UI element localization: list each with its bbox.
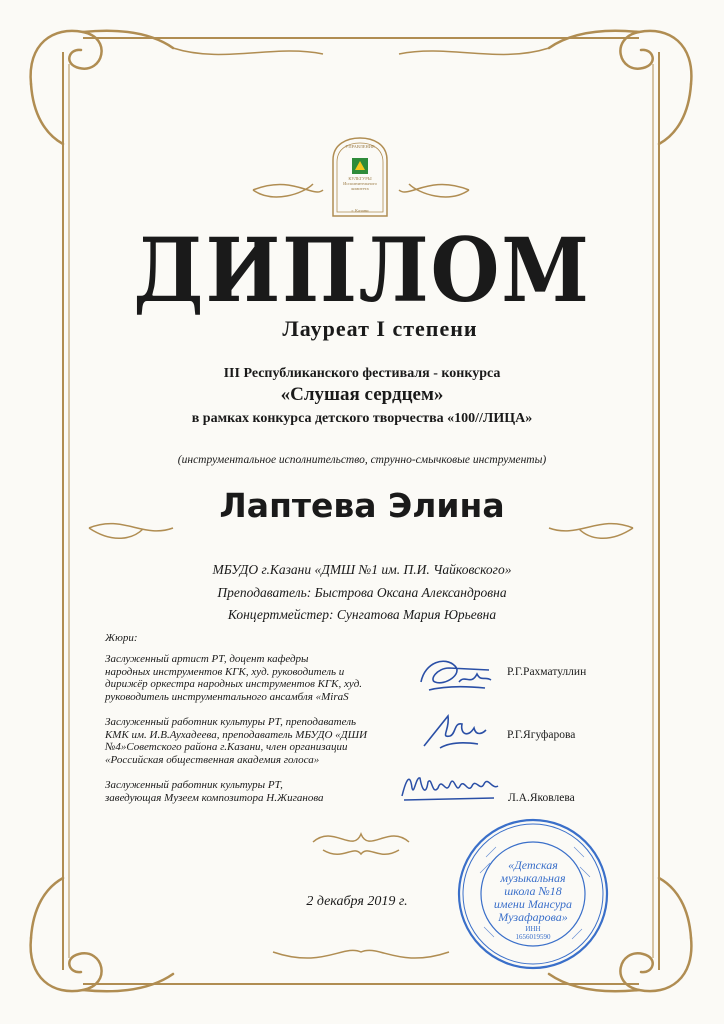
diploma-title: ДИПЛОМ xyxy=(133,218,591,322)
jury-desc-line: народных инструментов КГК, худ. руководитель и xyxy=(105,665,345,678)
jury-desc-line: дирижёр оркестра народных инструментов КГК, худ. xyxy=(105,678,363,690)
stamp-line-4: имени Мансура xyxy=(493,897,573,911)
jury-member-1-desc xyxy=(105,653,425,703)
jury-desc-line: «Российская общественная академия голоса» xyxy=(105,753,320,766)
stamp-line-5: Музафарова» xyxy=(498,910,568,924)
teacher: Преподаватель: Быстрова Оксана Александровна xyxy=(217,585,507,600)
logo-line3: комитета xyxy=(351,186,369,191)
jury-member-3-name: Л.А.Яковлева xyxy=(508,792,575,804)
nomination: (инструментальное исполнительство, струнно-смычковые инструменты) xyxy=(177,454,547,466)
jury-desc-line: №4»Советского района г.Казани, член организации xyxy=(105,741,348,753)
school: МБУДО г.Казани «ДМШ №1 им. П.И. Чайковского» xyxy=(212,562,512,577)
signature-2 xyxy=(420,712,490,752)
jury-desc-line: заведующая Музеем композитора Н.Жиганова xyxy=(105,791,324,804)
logo-line2: Исполнительного xyxy=(343,181,377,186)
event-name: «Слушая сердцем» xyxy=(280,384,444,405)
jury-desc-line: руководитель инструментального ансамбля «MiraS xyxy=(105,690,349,703)
jury-member-2-desc xyxy=(105,716,425,766)
signature-3 xyxy=(398,766,502,806)
jury-label: Жюри: xyxy=(105,632,138,644)
jury-member-3-desc xyxy=(105,779,425,804)
jury-member-1-name: Р.Г.Рахматуллин xyxy=(507,666,587,678)
jury-desc-line: Заслуженный работник культуры РТ, преподаватель xyxy=(105,716,356,728)
jury-member-2-name: Р.Г.Ягуфарова xyxy=(507,729,576,741)
issue-date: 2 декабря 2019 г. xyxy=(306,894,408,909)
school-stamp xyxy=(456,817,610,971)
jury-desc-line: Заслуженный артист РТ, доцент кафедры xyxy=(105,653,309,665)
stamp-inn-number: 1656019590 xyxy=(515,933,551,941)
jury-desc-line: КМК им. И.В.Аухадеева, преподаватель МБУДО «ДШИ xyxy=(105,728,368,741)
signature-1 xyxy=(415,652,497,696)
jury-desc-line: Заслуженный работник культуры РТ, xyxy=(105,779,283,791)
logo-top-text: УПРАВЛЕНИЕ xyxy=(345,144,375,149)
logo-bottom-text: г. Казани xyxy=(351,208,369,213)
event-line3: в рамках конкурса детского творчества «100//ЛИЦА» xyxy=(191,411,533,426)
stamp-line-2: музыкальная xyxy=(500,871,566,885)
accompanist: Концертмейстер: Сунгатова Мария Юрьевна xyxy=(227,607,497,622)
event-line1: III Республиканского фестиваля - конкурса xyxy=(223,366,501,381)
stamp-inn-label: ИНН xyxy=(525,925,541,933)
stamp-line-3: школа №18 xyxy=(504,884,562,898)
participant-name: Лаптева Элина xyxy=(219,486,505,525)
logo-line1: КУЛЬТУРЫ xyxy=(348,176,372,181)
stamp-line-1: «Детская xyxy=(508,858,558,872)
degree-heading: Лауреат I степени xyxy=(282,316,478,341)
